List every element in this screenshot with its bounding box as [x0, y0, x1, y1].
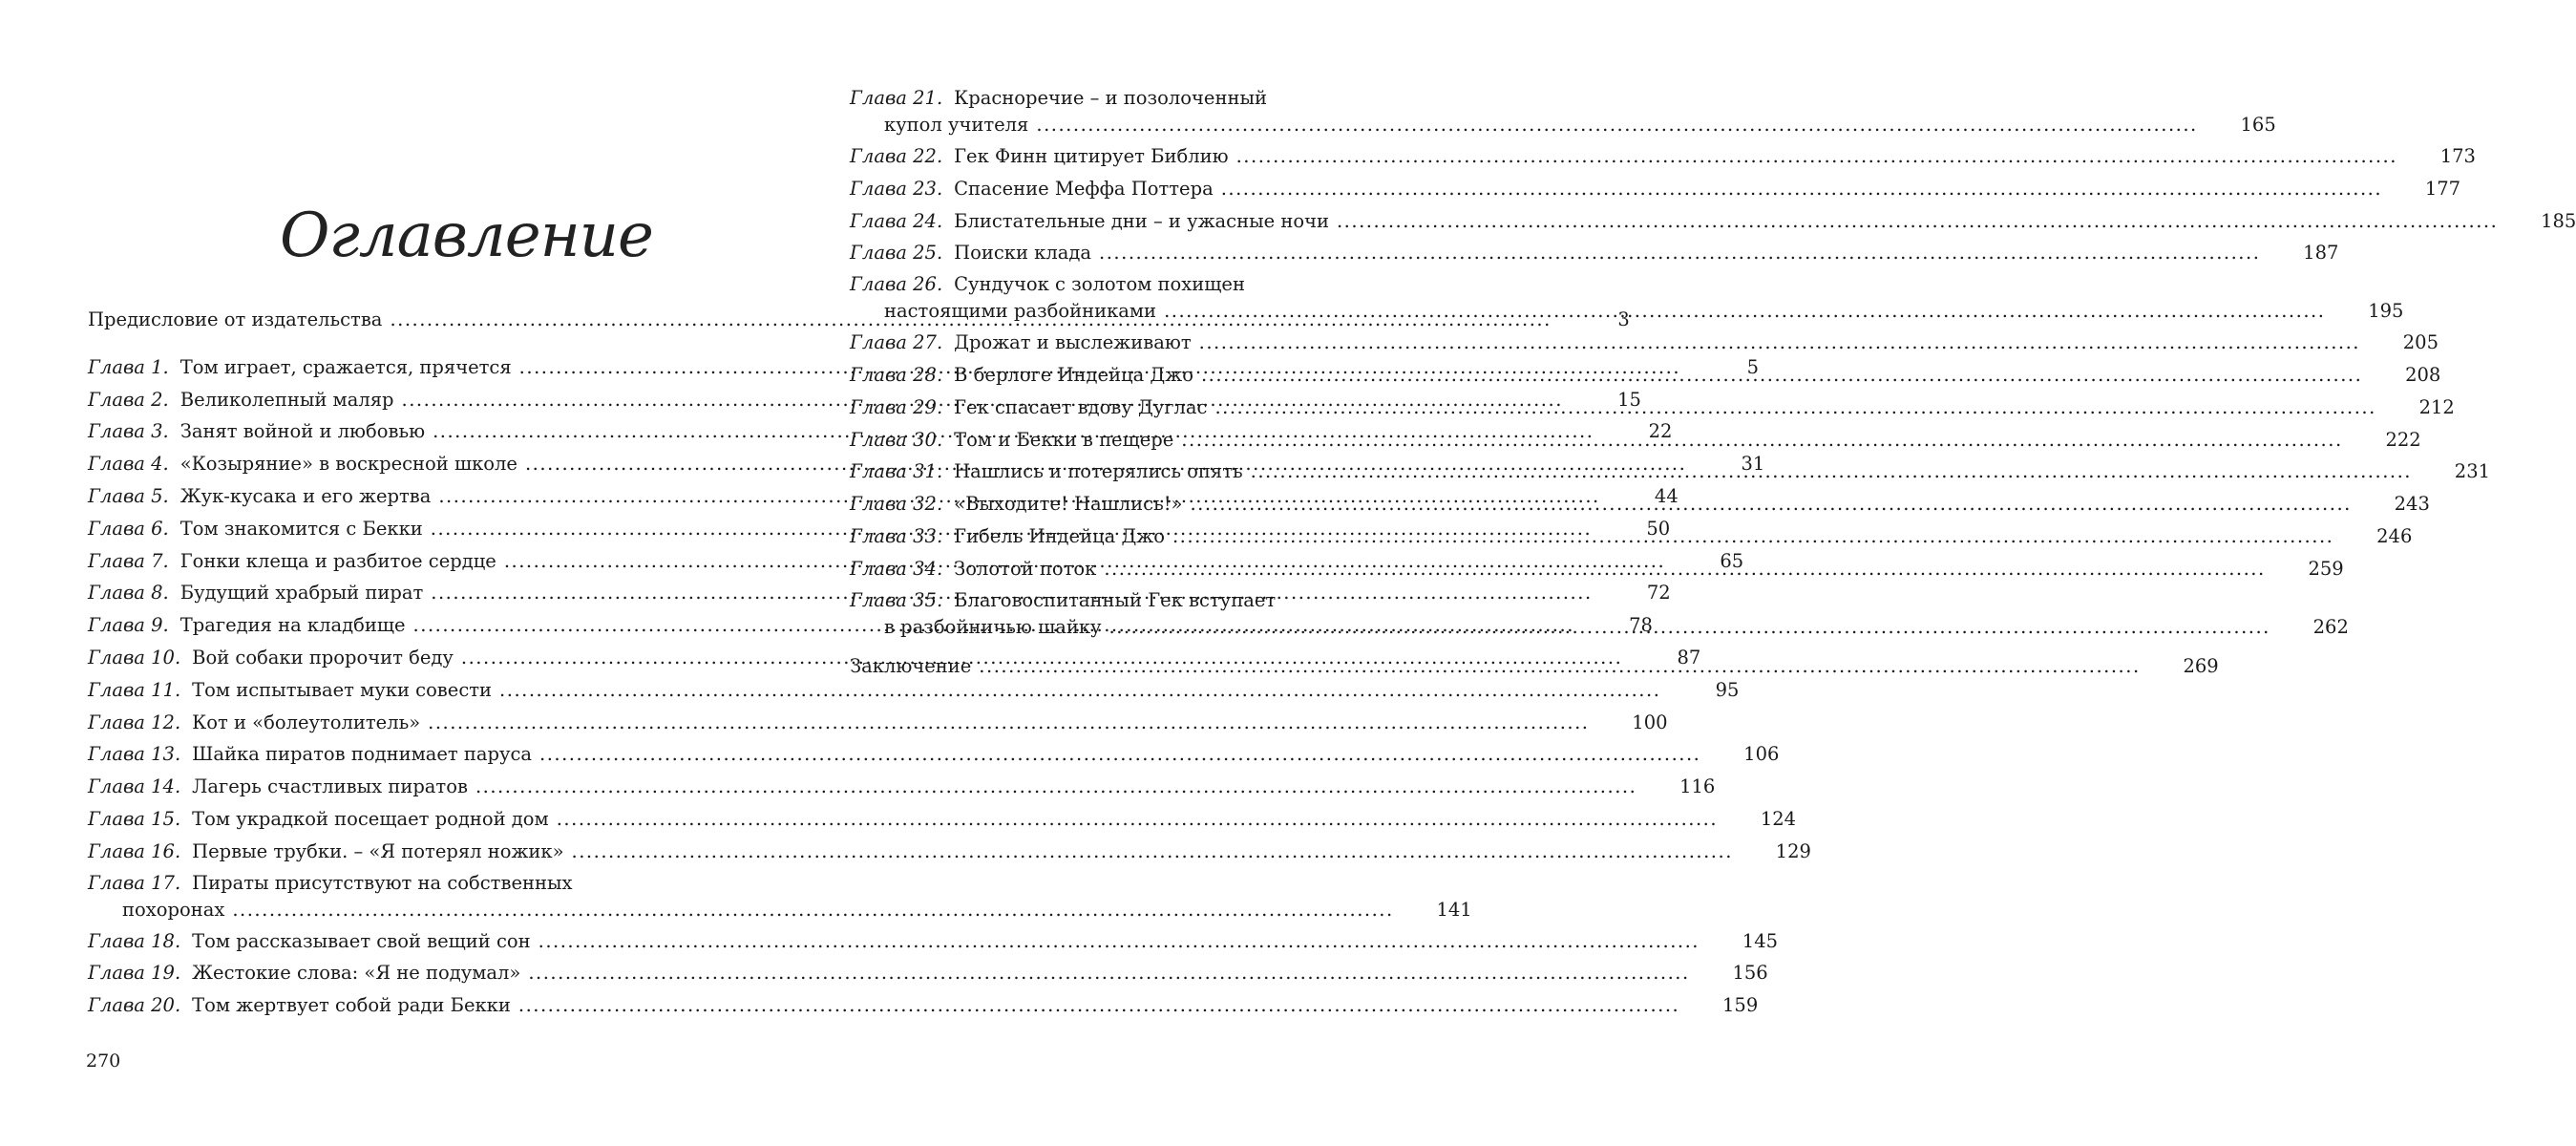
- chapter-title: Сундучок с золотом похищен: [954, 273, 1245, 296]
- entry-label: [88, 351, 519, 384]
- toc-entry: [850, 327, 2439, 359]
- entry-label: [850, 456, 1251, 488]
- entry-label: [850, 237, 1099, 269]
- toc-entry: [88, 957, 1768, 989]
- entry-label: [88, 384, 402, 416]
- entry-label: [88, 925, 538, 958]
- toc-entry: [88, 674, 1740, 707]
- chapter-number: Глава 35.: [850, 588, 943, 611]
- chapter-title-continued: похоронах: [122, 898, 225, 921]
- toc-entry: [88, 925, 1779, 958]
- entry-label: [884, 112, 1036, 138]
- chapter-title: Том украдкой посещает родной дом: [192, 807, 549, 830]
- dot-leader-line: [850, 424, 2343, 456]
- entry-first-line: [850, 587, 2270, 614]
- chapter-number: Глава 3.: [88, 420, 169, 443]
- dot-leader: [1214, 392, 2375, 424]
- chapter-number: Глава 29.: [850, 395, 943, 418]
- chapter-number: Глава 4.: [88, 453, 169, 476]
- toc-entry: [850, 205, 2576, 238]
- dot-leader: [1036, 112, 2197, 138]
- entry-label: [850, 392, 1214, 424]
- toc-entry: [850, 269, 2404, 327]
- dot-leader-line: [850, 520, 2333, 553]
- chapter-number: Глава 23.: [850, 177, 943, 200]
- toc-entry-text: [850, 237, 2260, 269]
- chapter-number: Глава 11.: [88, 678, 181, 701]
- entry-label: [88, 304, 390, 336]
- chapter-title-continued: настоящими разбойниками: [884, 300, 1157, 323]
- chapter-number: Глава 6.: [88, 517, 169, 540]
- page-ref: 212: [2418, 395, 2455, 418]
- dot-leader: [1201, 359, 2362, 392]
- dot-leader: [1109, 614, 2270, 641]
- toc-entry: [850, 424, 2421, 456]
- dot-leader-line: [884, 112, 2198, 138]
- page-ref: 156: [1732, 962, 1768, 985]
- chapter-number: Глава 9.: [88, 614, 169, 637]
- toc-entry: [850, 237, 2339, 269]
- dot-leader-line: [850, 237, 2260, 269]
- chapter-title: Гонки клеща и разбитое сердце: [179, 549, 496, 572]
- chapter-number: Глава 14.: [88, 775, 181, 798]
- entry-label: [88, 957, 528, 989]
- toc-entry: [850, 359, 2441, 392]
- dot-leader-line: [850, 650, 2141, 683]
- entry-label: [88, 674, 499, 707]
- dot-leader-line: [850, 173, 2382, 205]
- chapter-title-continued: в разбойничью шайку: [884, 615, 1102, 638]
- entry-label: [850, 488, 1190, 520]
- dot-leader-line: [850, 359, 2362, 392]
- chapter-title: В берлоге Индейца Джо: [954, 363, 1193, 386]
- entry-label: [850, 424, 1181, 456]
- dot-leader-line: [850, 392, 2376, 424]
- dot-leader: [1199, 327, 2360, 359]
- chapter-title: «Выходите! Нашлись!»: [954, 493, 1183, 516]
- page-ref: 187: [2303, 242, 2339, 265]
- page-number: 270: [86, 1050, 121, 1072]
- chapter-number: Глава 33.: [850, 524, 943, 547]
- page-ref: 31: [1741, 453, 1765, 476]
- chapter-number: Глава 8.: [88, 582, 169, 605]
- chapter-number: Глава 7.: [88, 549, 169, 572]
- dot-leader: [1104, 553, 2265, 585]
- toc-entry: [88, 989, 1759, 1022]
- chapter-title: Первые трубки. – «Я потерял ножик»: [192, 839, 564, 862]
- toc-entry: [88, 803, 1797, 836]
- entry-label: [850, 140, 1236, 173]
- toc-entry: [850, 83, 2276, 140]
- chapter-title: Том испытывает муки совести: [192, 678, 493, 701]
- page-ref: 100: [1632, 711, 1668, 733]
- chapter-title: Занят войной и любовью: [179, 420, 426, 443]
- dot-leader-line: [850, 488, 2352, 520]
- chapter-title: Дрожат и выслеживают: [954, 331, 1192, 354]
- toc-entry-text: [850, 140, 2397, 173]
- toc-entry-text: [850, 271, 2325, 325]
- page-ref: 222: [2385, 428, 2421, 451]
- page-ref: 22: [1648, 420, 1673, 443]
- toc-entry: [88, 738, 1780, 771]
- page-ref: 44: [1654, 484, 1679, 507]
- entry-label: [850, 205, 1337, 238]
- entry-label: [88, 707, 428, 739]
- entry-label: [88, 577, 431, 609]
- chapter-title: Блистательные дни – и ужасные ночи: [954, 209, 1329, 232]
- page-ref: 173: [2439, 145, 2476, 167]
- chapter-title: Трагедия на кладбище: [179, 614, 406, 637]
- toc-entry: [88, 836, 1811, 868]
- page-ref: 159: [1722, 994, 1759, 1017]
- dot-leader: [1337, 205, 2498, 238]
- entry-label: [88, 448, 525, 480]
- entry-label: [88, 989, 518, 1022]
- chapter-number: Глава 1.: [88, 355, 169, 378]
- chapter-title: Заключение: [850, 654, 972, 677]
- entry-label: [88, 415, 433, 448]
- chapter-title: Предисловие от издательства: [88, 308, 383, 330]
- chapter-number: Глава 31.: [850, 460, 943, 483]
- chapter-number: Глава 2.: [88, 388, 169, 411]
- page-ref: 15: [1617, 388, 1641, 411]
- chapter-title: Жук-кусака и его жертва: [179, 484, 432, 507]
- entry-first-line: [850, 271, 2325, 298]
- chapter-title: Том знакомится с Бекки: [179, 517, 423, 540]
- entry-label: [88, 545, 504, 578]
- chapter-title: Великолепный маляр: [179, 388, 394, 411]
- entry-label: [88, 836, 572, 868]
- page-ref: 129: [1775, 839, 1811, 862]
- dot-leader: [979, 650, 2140, 683]
- page-ref: 145: [1742, 929, 1779, 952]
- dot-leader-line: [884, 614, 2270, 641]
- entry-label: [88, 609, 413, 642]
- dot-leader: [1172, 520, 2333, 553]
- page-ref: 116: [1679, 775, 1716, 798]
- toc-entry-text: [850, 85, 2198, 138]
- entry-second-line: [850, 614, 2270, 641]
- entry-label: [88, 642, 461, 674]
- page-ref: 95: [1715, 678, 1740, 701]
- chapter-title: Нашлись и потерялись опять: [954, 460, 1243, 483]
- chapter-number: Глава 15.: [88, 807, 181, 830]
- entry-label: [88, 480, 438, 513]
- entry-label: [850, 359, 1201, 392]
- chapter-title: Спасение Меффа Поттера: [954, 177, 1214, 200]
- chapter-number: Глава 18.: [88, 929, 181, 952]
- page-ref: 50: [1646, 517, 1671, 540]
- page-ref: 87: [1677, 646, 1701, 668]
- page-ref: 231: [2454, 460, 2491, 483]
- chapter-title: Благовоспитанный Гек вступает: [954, 588, 1277, 611]
- toc-entry-text: [850, 205, 2498, 238]
- chapter-number: Глава 12.: [88, 711, 181, 733]
- chapter-title: Лагерь счастливых пиратов: [192, 775, 468, 798]
- toc-entry: [88, 771, 1716, 803]
- page-ref: 5: [1746, 355, 1760, 378]
- toc-entry-text: [850, 424, 2343, 456]
- page-ref: 177: [2424, 177, 2461, 200]
- toc-entry-text: [850, 650, 2141, 683]
- toc-entry: [88, 868, 1472, 925]
- chapter-title: Гек спасает вдову Дуглас: [954, 395, 1208, 418]
- dot-leader: [1221, 173, 2382, 205]
- chapter-title: Гек Финн цитирует Библию: [954, 145, 1229, 167]
- dot-leader: [1190, 488, 2351, 520]
- toc-entry-text: [850, 173, 2382, 205]
- toc-entry-text: [850, 456, 2412, 488]
- page-ref: 208: [2405, 363, 2441, 386]
- toc-entry-text: [850, 327, 2360, 359]
- chapter-number: Глава 22.: [850, 145, 943, 167]
- chapter-title: Том и Бекки в пещере: [954, 428, 1174, 451]
- entry-label: [88, 513, 431, 545]
- chapter-title: Шайка пиратов поднимает паруса: [192, 743, 533, 766]
- chapter-number: Глава 25.: [850, 242, 943, 265]
- entry-label: [88, 771, 475, 803]
- entry-label: [850, 173, 1221, 205]
- page-ref: 185: [2541, 209, 2576, 232]
- entry-label: [884, 614, 1109, 641]
- toc-entry: [88, 707, 1668, 739]
- page-ref: 72: [1646, 582, 1671, 605]
- dot-leader-line: [850, 327, 2360, 359]
- chapter-number: Глава 34.: [850, 557, 943, 580]
- page-ref: 269: [2183, 654, 2219, 677]
- page-ref: 246: [2376, 524, 2413, 547]
- chapter-title: Том жертвует собой ради Бекки: [192, 994, 511, 1017]
- page-ref: 205: [2402, 331, 2439, 354]
- dot-leader: [1236, 140, 2397, 173]
- chapter-number: Глава 24.: [850, 209, 943, 232]
- page-ref: 106: [1743, 743, 1780, 766]
- chapter-title: Будущий храбрый пират: [179, 582, 424, 605]
- page-ref: 3: [1617, 308, 1630, 330]
- toc-entry-text: [850, 392, 2376, 424]
- chapter-title: «Козыряние» в воскресной школе: [179, 453, 517, 476]
- entry-label: [88, 803, 557, 836]
- chapter-number: Глава 17.: [88, 871, 181, 894]
- dot-leader-line: [850, 456, 2412, 488]
- chapter-title: Вой собаки пророчит беду: [192, 646, 454, 668]
- chapter-number: Глава 32.: [850, 493, 943, 516]
- chapter-title: Красноречие – и позолоченный: [954, 87, 1267, 109]
- dot-leader-line: [850, 205, 2498, 238]
- chapter-title: Жестокие слова: «Я не подумал»: [192, 962, 521, 985]
- page-ref: 262: [2312, 615, 2349, 638]
- chapter-number: Глава 27.: [850, 331, 943, 354]
- dot-leader-line: [850, 553, 2266, 585]
- chapter-title: Том играет, сражается, прячется: [179, 355, 512, 378]
- page-ref: 141: [1436, 898, 1472, 921]
- toc-entry: [850, 173, 2461, 205]
- chapter-number: Глава 5.: [88, 484, 169, 507]
- chapter-number: Глава 16.: [88, 839, 181, 862]
- dot-leader: [1099, 237, 2260, 269]
- dot-leader-line: [884, 298, 2325, 325]
- page-ref: 243: [2394, 493, 2430, 516]
- chapter-title: Том рассказывает свой вещий сон: [192, 929, 531, 952]
- page-ref: 165: [2240, 114, 2276, 136]
- toc-entry-text: [850, 488, 2352, 520]
- page-ref: 124: [1760, 807, 1797, 830]
- entry-label: [122, 897, 232, 923]
- page-ref: 65: [1720, 549, 1744, 572]
- chapter-title: Золотой поток: [954, 557, 1097, 580]
- chapter-title: Кот и «болеутолитель»: [192, 711, 421, 733]
- entry-second-line: [850, 112, 2198, 138]
- dot-leader-line: [850, 140, 2397, 173]
- chapter-title: Поиски клада: [954, 242, 1092, 265]
- chapter-number: Глава 26.: [850, 273, 943, 296]
- chapter-title: Пираты присутствуют на собственных: [192, 871, 573, 894]
- entry-label: [850, 520, 1172, 553]
- chapter-number: Глава 28.: [850, 363, 943, 386]
- toc-entry: [850, 140, 2476, 173]
- chapter-number: Глава 13.: [88, 743, 181, 766]
- chapter-title: Гибель Индейца Джо: [954, 524, 1165, 547]
- dot-leader: [1164, 298, 2325, 325]
- entry-label: [88, 738, 539, 771]
- entry-label: [850, 327, 1199, 359]
- chapter-title-continued: купол учителя: [884, 114, 1029, 136]
- toc-entry: [850, 456, 2491, 488]
- chapter-number: Глава 21.: [850, 87, 943, 109]
- entry-label: [850, 650, 979, 683]
- toc-entry-text: [850, 520, 2333, 553]
- chapter-number: Глава 30.: [850, 428, 943, 451]
- chapter-number: Глава 19.: [88, 962, 181, 985]
- dot-leader: [1251, 456, 2412, 488]
- entry-label: [884, 298, 1164, 325]
- toc-entry-text: [850, 553, 2266, 585]
- page-ref: 78: [1629, 614, 1653, 637]
- entry-first-line: [850, 85, 2198, 112]
- chapter-number: Глава 20.: [88, 994, 181, 1017]
- entry-label: [850, 553, 1104, 585]
- page-ref: 195: [2368, 300, 2404, 323]
- toc-title: Оглавление: [280, 201, 653, 271]
- chapter-number: Глава 10.: [88, 646, 181, 668]
- entry-second-line: [850, 298, 2325, 325]
- toc-entry-text: [850, 359, 2362, 392]
- dot-leader: [1181, 424, 2342, 456]
- page-ref: 259: [2308, 557, 2344, 580]
- toc-entry-text: [850, 587, 2270, 641]
